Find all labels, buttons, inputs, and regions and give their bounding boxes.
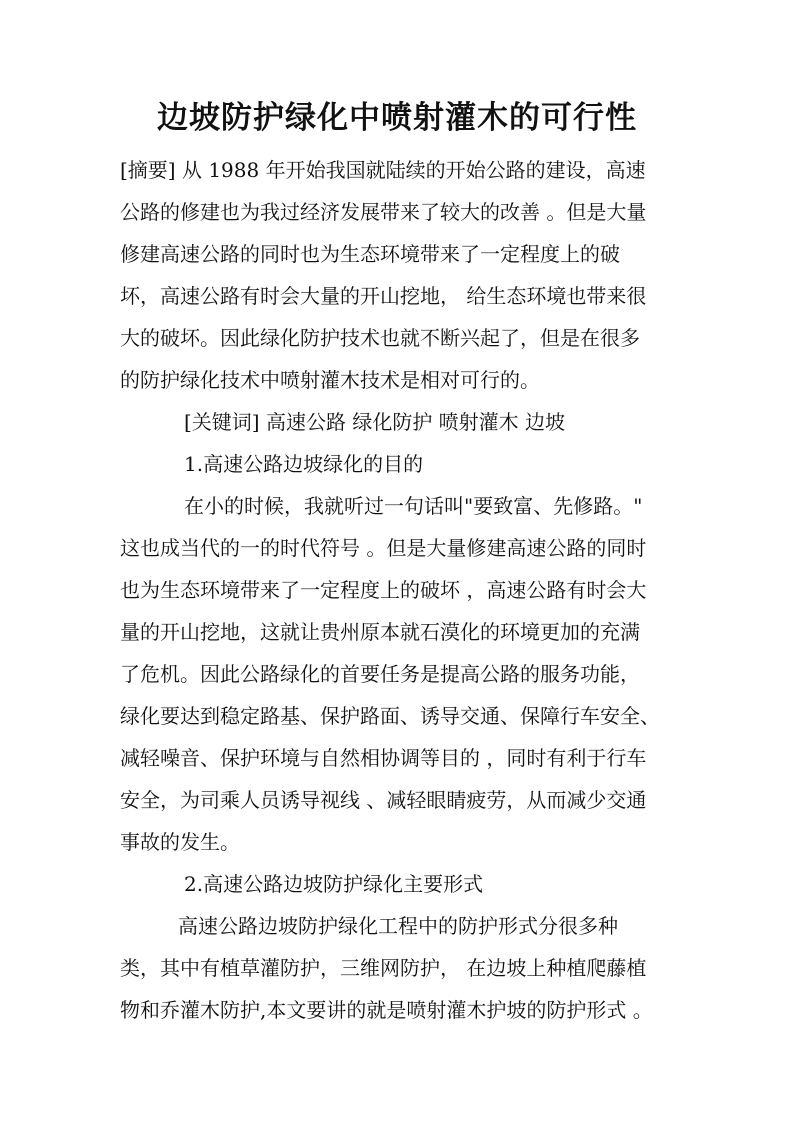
- section-1-line-5: 了危机。因此公路绿化的首要任务是提高公路的服务功能，: [120, 662, 640, 686]
- section-1-line-4: 量的开山挖地，这就让贵州原本就石漠化的环境更加的充满: [120, 620, 640, 644]
- section-1-line-6: 绿化要达到稳定路基、保护路面、诱导交通、保障行车安全、: [120, 704, 660, 728]
- section-2-line-2: 类，其中有植草灌防护，三维网防护， 在边坡上种植爬藤植: [120, 956, 647, 980]
- section-1-line-1: 在小的时候，我就听过一句话叫"要致富、先修路。": [184, 494, 643, 518]
- abstract-line-6: 的防护绿化技术中喷射灌木技术是相对可行的。: [120, 368, 540, 392]
- abstract-line-4: 坏，高速公路有时会大量的开山挖地， 给生态环境也带来很: [120, 284, 647, 308]
- abstract-line-5: 大的破坏。因此绿化防护技术也就不断兴起了，但是在很多: [120, 326, 640, 350]
- section-1-line-8: 安全，为司乘人员诱导视线 、减轻眼睛疲劳，从而减少交通: [120, 788, 647, 812]
- section-1-heading: 1.高速公路边坡绿化的目的: [184, 452, 424, 476]
- section-1-line-9: 事故的发生。: [120, 830, 240, 854]
- keywords-line: [关键词] 高速公路 绿化防护 喷射灌木 边坡: [184, 410, 566, 434]
- section-1-line-7: 减轻噪音、保护环境与自然相协调等目的 ，同时有利于行车: [120, 746, 647, 770]
- abstract-line-2: 公路的修建也为我过经济发展带来了较大的改善 。但是大量: [120, 200, 647, 224]
- section-2-line-1: 高速公路边坡防护绿化工程中的防护形式分很多种: [178, 914, 618, 938]
- section-2-line-3: 物和乔灌木防护,本文要讲的就是喷射灌木护坡的防护形式 。: [120, 998, 653, 1022]
- abstract-line-3: 修建高速公路的同时也为生态环境带来了一定程度上的破: [120, 242, 620, 266]
- section-2-heading: 2.高速公路边坡防护绿化主要形式: [184, 872, 484, 896]
- section-1-line-2: 这也成当代的一的时代符号 。但是大量修建高速公路的同时: [120, 536, 647, 560]
- section-1-line-3: 也为生态环境带来了一定程度上的破坏 ，高速公路有时会大: [120, 578, 647, 602]
- abstract-line-1: [摘要] 从 1988 年开始我国就陆续的开始公路的建设，高速: [120, 158, 646, 182]
- document-title: 边坡防护绿化中喷射灌木的可行性: [157, 100, 637, 136]
